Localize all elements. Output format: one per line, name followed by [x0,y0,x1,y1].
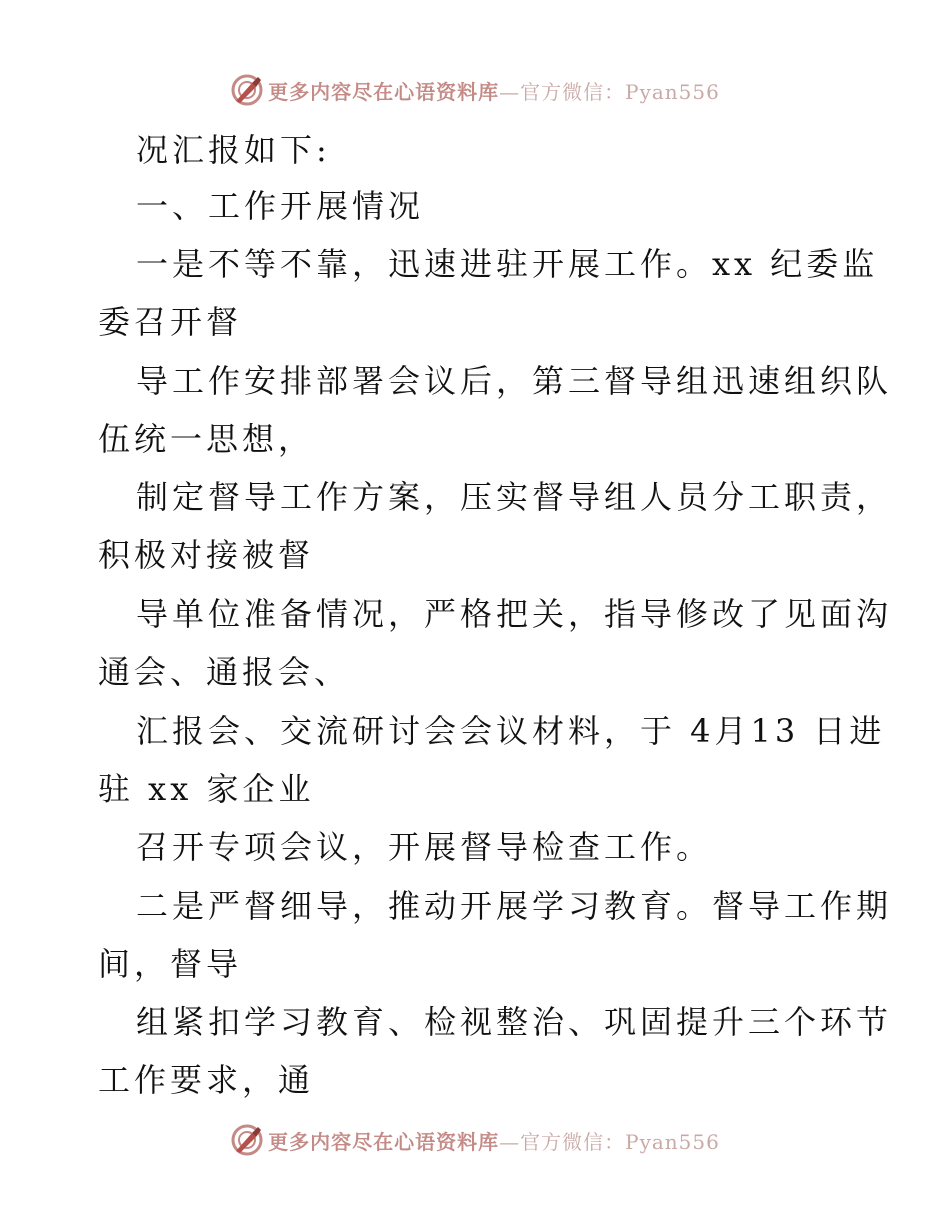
watermark-suffix: 官方微信：Pyan556 [520,1129,720,1154]
watermark-text [268,1126,720,1155]
watermark-suffix: 官方微信：Pyan556 [520,79,720,104]
text-line: 委召开督 [98,303,243,341]
text-line: 组紧扣学习教育、检视整治、巩固提升三个环节 [136,1003,893,1041]
text-line: 间，督导 [98,945,243,983]
watermark-dash: — [499,1129,521,1154]
footer-watermark [0,1120,950,1160]
text-line: 工作要求，通 [98,1061,315,1099]
text-line: 导工作安排部署会议后，第三督导组迅速组织队 [136,362,893,400]
watermark-text [268,76,720,105]
text-line: 通会、通报会、 [98,653,351,691]
text-line: 召开专项会议，开展督导检查工作。 [136,828,713,866]
text-line: 二是严督细导，推动开展学习教育。督导工作期 [136,887,893,925]
pen-logo-icon [230,73,264,107]
section-heading: 一、工作开展情况 [136,187,425,225]
text-line: 驻 xx 家企业 [98,770,315,808]
text-line: 积极对接被督 [98,536,315,574]
watermark-brand: 更多内容尽在心语资料库 [268,79,500,104]
text-line: 汇报会、交流研讨会会议材料，于 4月13 日进 [136,712,886,750]
text-line: 导单位准备情况，严格把关，指导修改了见面沟 [136,595,893,633]
text-line: 况汇报如下: [136,131,331,169]
text-line: 伍统一思想， [98,420,315,458]
watermark-brand: 更多内容尽在心语资料库 [268,1129,500,1154]
text-line: 一是不等不靠，迅速进驻开展工作。xx 纪委监 [136,245,879,283]
header-watermark [0,70,950,110]
text-line: 制定督导工作方案，压实督导组人员分工职责， [136,478,893,516]
pen-logo-icon [230,1123,264,1157]
watermark-dash: — [499,79,521,104]
